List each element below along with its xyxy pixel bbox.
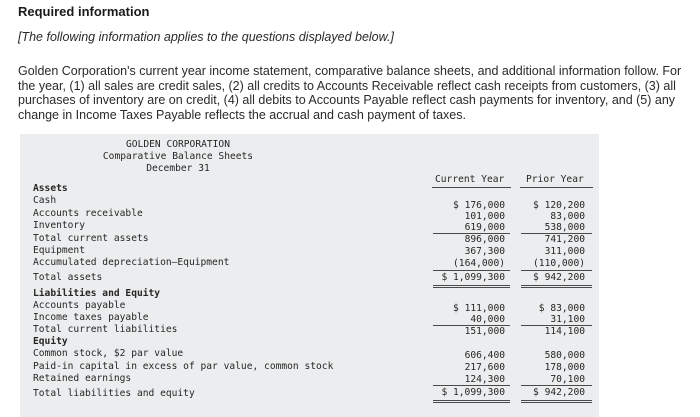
prior-value: (110,000) [533, 258, 585, 269]
double-rule [521, 400, 592, 401]
statement-title: Comparative Balance Sheets [102, 151, 254, 162]
row-label: Retained earnings [33, 373, 132, 384]
current-value: $ 111,000 [453, 303, 505, 314]
current-value: $ 1,099,300 [441, 387, 505, 398]
column-header-rule [432, 187, 511, 188]
double-rule [433, 402, 510, 403]
double-rule [521, 402, 592, 403]
prior-value: $ 942,200 [533, 387, 585, 398]
prior-value: 31,100 [550, 314, 585, 325]
prior-value: 178,000 [544, 362, 585, 373]
double-rule [433, 287, 510, 288]
row-label: Equipment [33, 245, 85, 256]
prior-value: 83,000 [550, 211, 585, 222]
total-rule [521, 385, 592, 386]
prior-value: 741,200 [544, 234, 585, 245]
row-label: Total liabilities and equity [33, 388, 195, 399]
current-value: 40,000 [470, 314, 505, 325]
prior-value: 580,000 [544, 350, 585, 361]
balance-sheet-image [20, 134, 599, 417]
double-rule [433, 400, 510, 401]
prior-value: 114,100 [544, 326, 585, 337]
row-label: Income taxes payable [33, 312, 149, 323]
current-value: 217,600 [464, 362, 505, 373]
instructions-note: [The following information applies to the questions displayed below.] [18, 30, 394, 44]
row-label: Total current liabilities [33, 324, 178, 335]
double-rule [433, 285, 510, 286]
current-year-header: Current Year [435, 174, 505, 185]
prior-value: $ 942,200 [533, 272, 585, 283]
row-label: Accounts receivable [33, 208, 143, 219]
prior-value: $ 120,200 [533, 200, 585, 211]
prior-year-header: Prior Year [526, 174, 584, 185]
current-value: 124,300 [464, 374, 505, 385]
current-value: $ 176,000 [453, 200, 505, 211]
current-value: 367,300 [464, 246, 505, 257]
total-rule [521, 270, 592, 271]
row-label: Total assets [33, 272, 103, 283]
double-rule [521, 285, 592, 286]
current-value: 619,000 [464, 222, 505, 233]
total-rule [433, 385, 510, 386]
current-value: $ 1,099,300 [441, 272, 505, 283]
current-value: 101,000 [464, 211, 505, 222]
total-rule [433, 270, 510, 271]
company-name: GOLDEN CORPORATION [126, 139, 230, 150]
double-rule [521, 287, 592, 288]
row-label: Common stock, $2 par value [33, 348, 184, 359]
required-information-heading: Required information [18, 4, 150, 19]
row-label: Accumulated depreciation—Equipment [33, 257, 230, 268]
row-label: Cash [33, 195, 57, 206]
row-label: Accounts payable [33, 300, 126, 311]
row-label: Total current assets [33, 233, 149, 244]
problem-description: Golden Corporation's current year income statement, comparative balance sheets, and additional information follow. For the year, (1) all sales are credit sales, (2) all credits to Accounts Receivable reflect cash receipts from customers, (3) all purchases of inventory are on credit, (4) all debits to Accounts Payable reflect cash payments for inventory, and (5) any change in Income Taxes Payable reflects the accrual and cash payment of taxes. [18, 64, 682, 122]
row-label: Paid-in capital in excess of par value, common stock [33, 361, 334, 372]
current-value: 606,400 [464, 350, 505, 361]
current-value: (164,000) [453, 258, 505, 269]
current-value: 151,000 [464, 326, 505, 337]
row-label: Inventory [33, 220, 85, 231]
column-header-rule [520, 187, 593, 188]
prior-value: $ 83,000 [538, 303, 585, 314]
section-heading-assets: Assets [33, 183, 68, 194]
section-heading-equity: Equity [33, 336, 68, 347]
current-value: 896,000 [464, 234, 505, 245]
prior-value: 538,000 [544, 222, 585, 233]
section-heading-liabilities: Liabilities and Equity [33, 288, 161, 299]
prior-value: 70,100 [550, 374, 585, 385]
statement-date: December 31 [146, 163, 210, 174]
prior-value: 311,000 [544, 246, 585, 257]
